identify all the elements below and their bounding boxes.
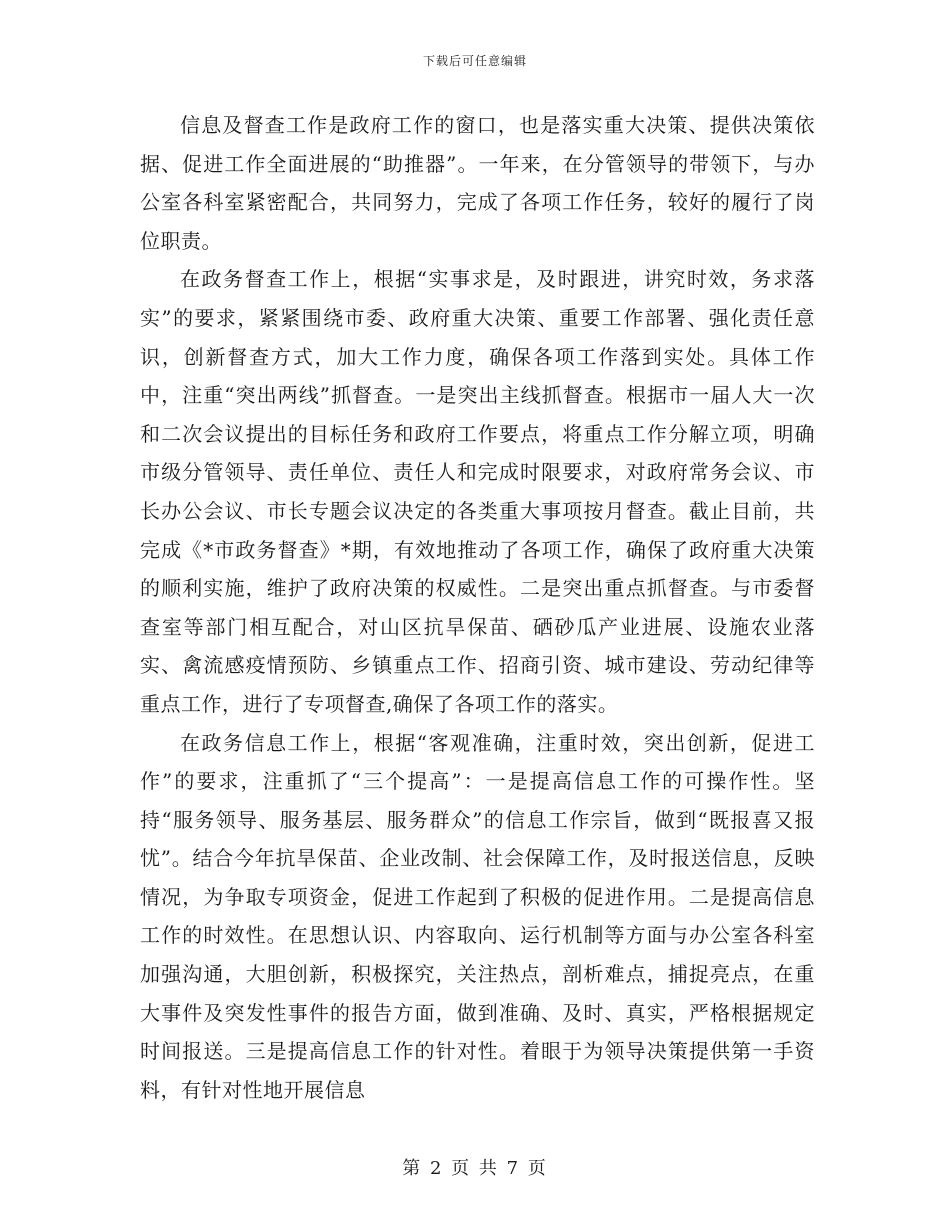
page-number: 第 2 页 共 7 页 <box>402 1158 548 1179</box>
paragraph-intro: 信息及督查工作是政府工作的窗口，也是落实重大决策、提供决策依据、促进工作全面进展的“助推器”。一年来，在分管领导的带领下，与办公室各科室紧密配合，共同努力，完成了各项工作任务，较好的履行了岗位职责。 <box>140 113 815 253</box>
page-header: 下载后可任意编辑 <box>422 54 527 68</box>
paragraph-supervision: 在政务督查工作上，根据“实事求是，及时跟进，讲究时效，务求落实”的要求，紧紧围绕市委、政府重大决策、重要工作部署、强化责任意识，创新督查方式，加大工作力度，确保各项工作落到实处。具体工作中，注重“突出两线”抓督查。一是突出主线抓督查。根据市一届人大一次和二次会议提出的目标任务和政府工作要点，将重点工作分解立项，明确市级分管领导、责任单位、责任人和完成时限要求，对政府常务会议、市长办公会议、市长专题会议决定的各类重大事项按月督查。截止目前，共完成《*市政务督查》*期，有效地推动了各项工作，确保了政府重大决策的顺利实施，维护了政府决策的权威性。二是突出重点抓督查。与市委督查室等部门相互配合，对山区抗旱保苗、硒砂瓜产业进展、设施农业落实、禽流感疫情预防、乡镇重点工作、招商引资、城市建设、劳动纪律等重点工作，进行了专项督查,确保了各项工作的落实。 <box>140 267 815 716</box>
paragraph-information: 在政务信息工作上，根据“客观准确，注重时效，突出创新，促进工作”的要求，注重抓了“三个提高”：一是提高信息工作的可操作性。坚持“服务领导、服务基层、服务群众”的信息工作宗旨，做到“既报喜又报忧”。结合今年抗旱保苗、企业改制、社会保障工作，及时报送信息，反映情况，为争取专项资金，促进工作起到了积极的促进作用。二是提高信息工作的时效性。在思想认识、内容取向、运行机制等方面与办公室各科室加强沟通，大胆创新，积极探究，关注热点，剖析难点，捕捉亮点，在重大事件及突发性事件的报告方面，做到准确、及时、真实，严格根据规定时间报送。三是提高信息工作的针对性。着眼于为领导决策提供第一手资料，有针对性地开展信息 <box>140 730 815 1102</box>
document-body <box>140 106 815 1109</box>
